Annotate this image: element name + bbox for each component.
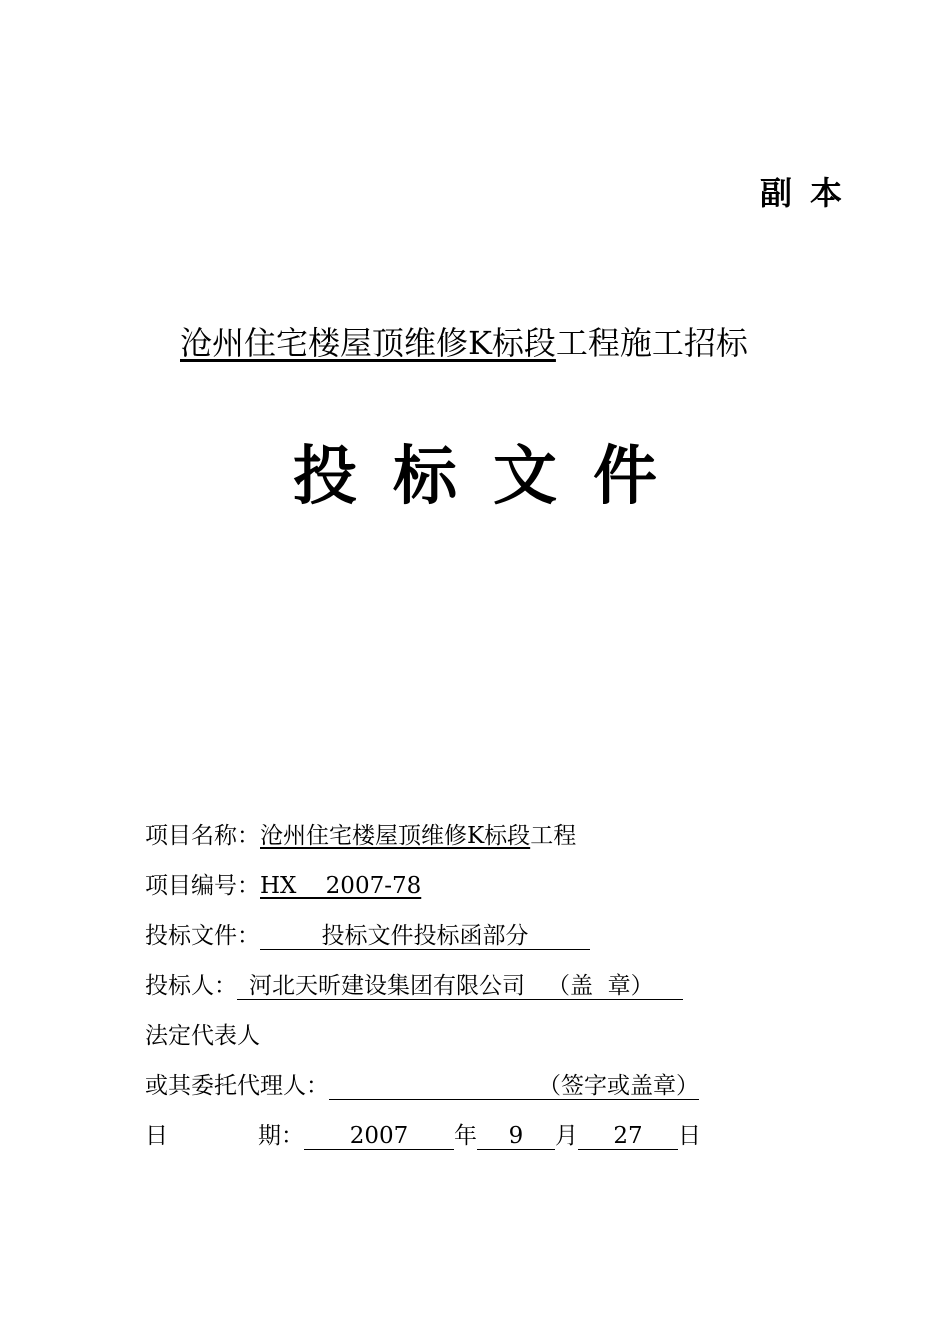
project-title <box>180 318 748 364</box>
legal-rep-row <box>145 1020 260 1052</box>
bid-document-text: 投标文件投标函部分 <box>321 923 529 949</box>
date-month: 9 <box>508 1123 524 1149</box>
project-number-row <box>145 870 421 902</box>
project-number-label: 项目编号： <box>145 873 260 899</box>
bid-document-value <box>260 923 590 950</box>
bidder-stamp: （盖 章） <box>547 973 654 999</box>
agent-stamp: （签字或盖章） <box>538 1073 699 1099</box>
bidder-row <box>145 970 683 1002</box>
date-day: 27 <box>613 1123 643 1149</box>
project-title-rest: 工程施工招标 <box>555 324 748 362</box>
date-month-line <box>477 1123 555 1150</box>
copy-mark: 副本 <box>760 174 861 212</box>
bidder-value-line <box>237 973 683 1000</box>
date-year-unit: 年 <box>454 1123 477 1149</box>
agent-label: 或其委托代理人： <box>145 1073 329 1099</box>
project-number-value: HX 2007-78 <box>260 873 422 899</box>
date-year-line <box>304 1123 454 1150</box>
document-title: 投标文件 <box>293 440 693 514</box>
date-label-1: 日 <box>145 1123 168 1149</box>
date-month-unit: 月 <box>555 1123 578 1149</box>
bid-document-row <box>145 920 590 952</box>
bidder-value: 河北天昕建设集团有限公司 <box>249 973 525 999</box>
agent-signature-line <box>329 1073 699 1100</box>
project-name-suffix: 工程 <box>530 823 577 849</box>
project-name-row <box>145 820 576 852</box>
project-name-value: 沧州住宅楼屋顶维修K标段 <box>260 823 531 849</box>
date-day-unit: 日 <box>678 1123 701 1149</box>
date-year: 2007 <box>349 1123 409 1149</box>
date-row <box>145 1120 701 1152</box>
date-label-2: 期： <box>258 1123 304 1149</box>
agent-row <box>145 1070 699 1102</box>
bidder-label: 投标人： <box>145 973 237 999</box>
project-title-underlined: 沧州住宅楼屋顶维修K标段 <box>180 324 556 362</box>
project-name-label: 项目名称： <box>145 823 260 849</box>
date-day-line <box>578 1123 678 1150</box>
legal-rep-label: 法定代表人 <box>145 1023 260 1049</box>
bid-document-label: 投标文件： <box>145 923 260 949</box>
